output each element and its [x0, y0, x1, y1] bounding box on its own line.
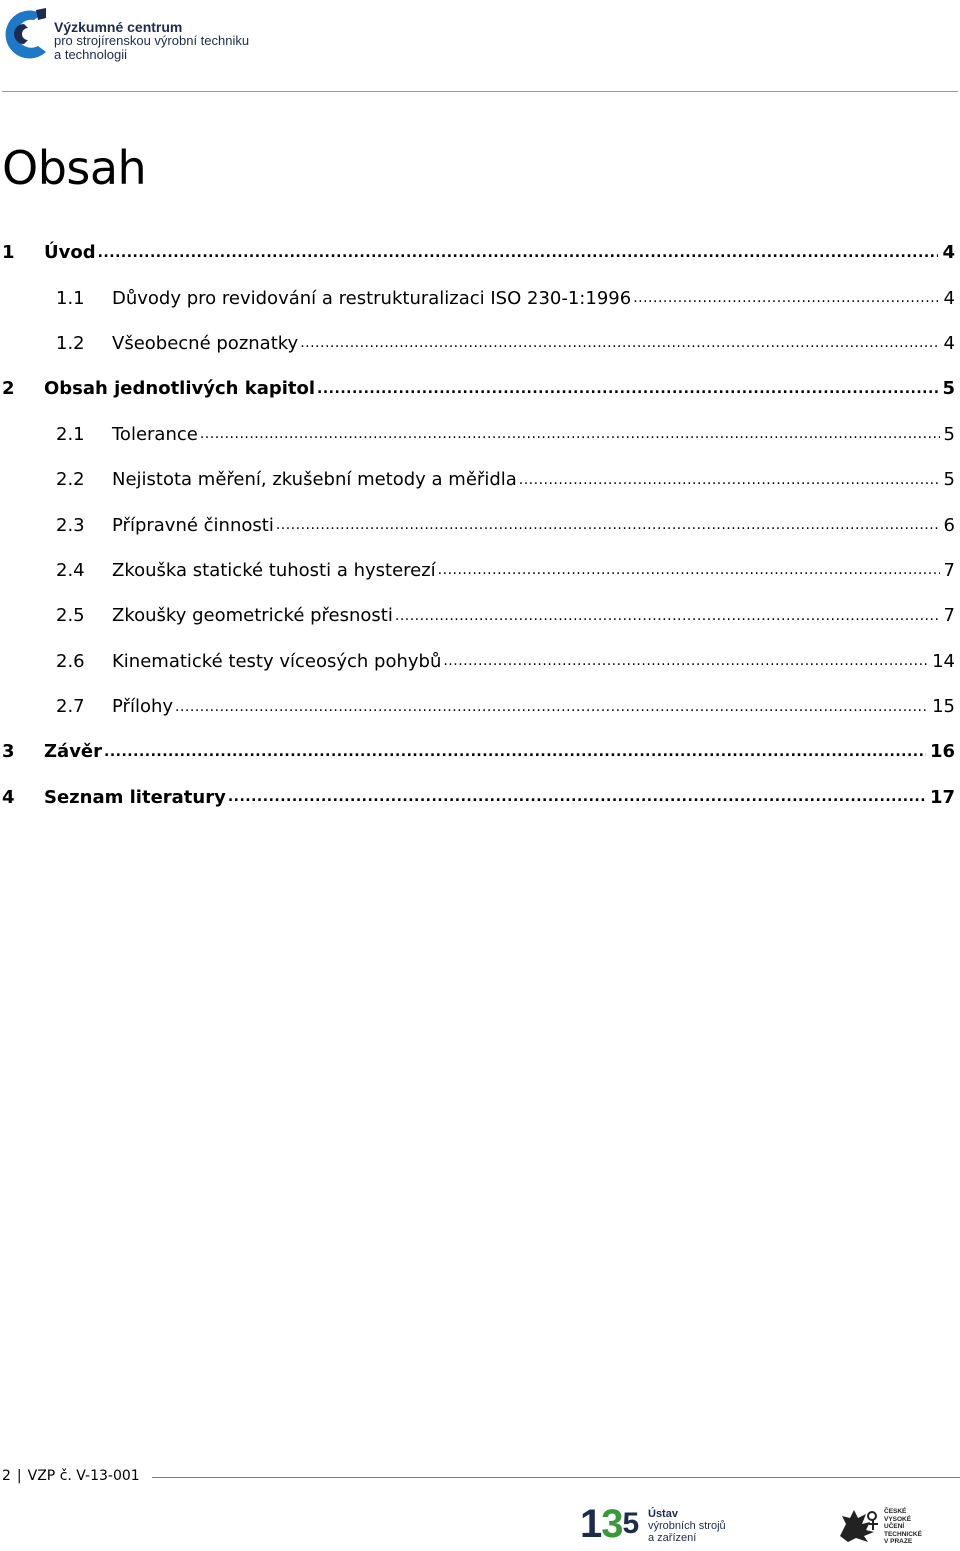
toc-leader	[228, 788, 926, 806]
footer-doc-id: VZP č. V-13-001	[27, 1468, 140, 1484]
org-name-line2: pro strojírenskou výrobní techniku	[54, 33, 250, 48]
toc-text[interactable]: Zkouška statické tuhosti a hysterezí	[112, 559, 436, 581]
toc-page: 6	[943, 514, 955, 536]
institute-name-line3: a zařízení	[648, 1532, 697, 1544]
toc-text[interactable]: Obsah jednotlivých kapitol	[44, 378, 316, 400]
footer	[2, 1468, 960, 1484]
toc-number: 2.1	[56, 423, 85, 445]
toc-leader	[317, 380, 938, 398]
toc-number: 2.4	[56, 559, 85, 581]
logo-digit-3: 3	[601, 1502, 623, 1546]
vcsvtt-c-logo-icon	[2, 6, 54, 62]
toc-entry[interactable]	[0, 412, 958, 457]
toc-leader	[395, 607, 940, 625]
cvut-name-line4: TECHNICKÉ	[884, 1530, 922, 1538]
toc-page: 7	[943, 559, 955, 581]
toc-text[interactable]: Tolerance	[112, 423, 198, 445]
toc-number: 2	[2, 378, 15, 400]
toc-entry[interactable]	[0, 502, 958, 547]
footer-page-number: 2	[2, 1468, 11, 1484]
toc-number: 2.2	[56, 469, 85, 491]
toc-leader	[175, 698, 928, 716]
toc-entry[interactable]	[0, 639, 958, 684]
org-name	[54, 20, 249, 62]
toc-entry[interactable]	[0, 321, 958, 366]
toc-leader	[438, 561, 940, 579]
logo-digit-5: 5	[622, 1507, 639, 1540]
toc-page: 5	[943, 423, 955, 445]
toc-page: 5	[942, 378, 955, 400]
cvut-lion-crest-icon	[836, 1506, 880, 1544]
toc-text[interactable]: Kinematické testy víceosých pohybů	[112, 650, 442, 672]
toc-number: 1.1	[56, 287, 85, 309]
toc-number: 1.2	[56, 332, 85, 354]
footer-separator: |	[16, 1468, 22, 1484]
cvut-name-line2: VYSOKÉ	[884, 1515, 912, 1523]
toc-number: 1	[2, 242, 15, 264]
toc-leader	[443, 652, 928, 670]
toc-entry[interactable]	[0, 230, 958, 275]
institute-135-logo	[580, 1500, 750, 1548]
toc-entry[interactable]	[0, 729, 958, 774]
toc-page: 7	[943, 605, 955, 627]
toc-leader	[300, 334, 939, 352]
org-name-line3: a technologii	[54, 47, 127, 62]
toc-text[interactable]: Všeobecné poznatky	[112, 332, 299, 354]
institute-name	[648, 1508, 726, 1544]
toc-text[interactable]: Důvody pro revidování a restrukturalizaci ISO 230-1:1996	[112, 287, 632, 309]
logo-135-digits	[580, 1502, 638, 1546]
toc-text[interactable]: Závěr	[44, 741, 103, 763]
toc-page: 17	[929, 786, 955, 808]
toc-entry[interactable]	[0, 684, 958, 729]
footer-divider	[152, 1477, 960, 1478]
toc-number: 2.7	[56, 696, 85, 718]
toc-entry[interactable]	[0, 593, 958, 638]
org-name-line1: Výzkumné centrum	[54, 19, 183, 35]
toc-number: 2.3	[56, 514, 85, 536]
header-divider	[2, 91, 958, 92]
toc-page: 14	[932, 650, 955, 672]
toc-text[interactable]: Zkoušky geometrické přesnosti	[112, 605, 393, 627]
toc-text[interactable]: Nejistota měření, zkušební metody a měřidla	[112, 469, 517, 491]
toc-text[interactable]: Seznam literatury	[44, 786, 226, 808]
toc-entry[interactable]	[0, 275, 958, 320]
header-logo	[2, 6, 302, 68]
toc-page: 4	[943, 332, 955, 354]
toc-leader	[276, 516, 940, 534]
toc-text[interactable]: Přípravné činnosti	[112, 514, 274, 536]
toc-leader	[200, 425, 940, 443]
toc-entry[interactable]	[0, 457, 958, 502]
logo-digit-1: 1	[580, 1502, 602, 1546]
cvut-name	[884, 1508, 922, 1546]
toc-leader	[633, 289, 939, 307]
toc-page: 16	[929, 741, 955, 763]
toc-leader	[104, 743, 926, 761]
institute-name-line2: výrobních strojů	[648, 1520, 726, 1532]
toc-number: 4	[2, 786, 15, 808]
toc-number: 3	[2, 741, 15, 763]
toc-number: 2.5	[56, 605, 85, 627]
toc-page: 4	[942, 242, 955, 264]
toc-entry[interactable]	[0, 548, 958, 593]
cvut-name-line5: V PRAZE	[884, 1538, 913, 1545]
cvut-logo	[836, 1506, 926, 1546]
cvut-name-line3: UČENÍ	[884, 1523, 905, 1530]
table-of-contents	[0, 230, 958, 820]
toc-entry[interactable]	[0, 366, 958, 411]
page-title: Obsah	[2, 141, 147, 195]
toc-page: 5	[943, 469, 955, 491]
toc-text[interactable]: Úvod	[44, 242, 96, 264]
toc-leader	[98, 244, 939, 262]
toc-leader	[519, 471, 940, 489]
toc-number: 2.6	[56, 650, 85, 672]
cvut-name-line1: ČESKÉ	[884, 1508, 907, 1515]
toc-text[interactable]: Přílohy	[112, 696, 174, 718]
toc-page: 4	[943, 287, 955, 309]
toc-entry[interactable]	[0, 775, 958, 820]
toc-page: 15	[932, 696, 955, 718]
institute-name-line1: Ústav	[648, 1508, 678, 1520]
